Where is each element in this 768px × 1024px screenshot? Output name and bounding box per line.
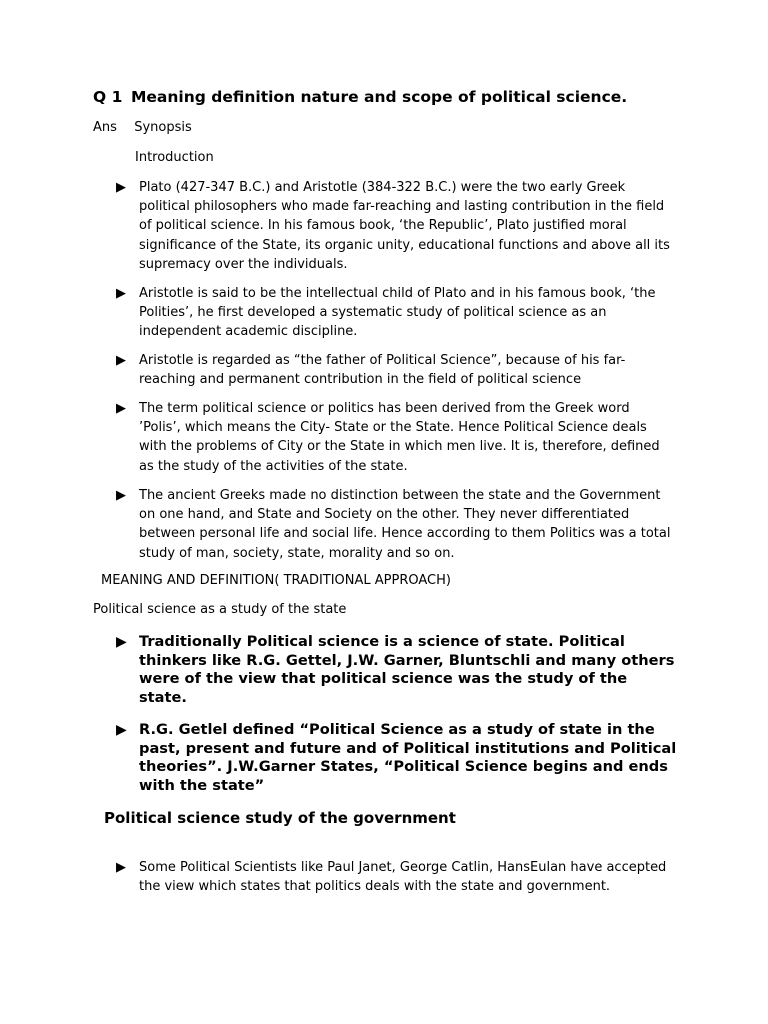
answer-label: Ans — [93, 120, 117, 135]
state-subheading: Political science as a study of the state — [93, 602, 347, 617]
bullet-arrow-icon: ▶ — [116, 634, 127, 650]
question-title: Meaning definition nature and scope of political science. — [131, 88, 628, 106]
bullet-text: Plato (427-347 B.C.) and Aristotle (384-322 B.C.) were the two early Greek political philosophers who made far-reaching and lasting contribution in the field of political science. In his famous book, ‘the Republic’, Plato justified moral significance of the State, its organic unity, educational functions and above all its supremacy over the individuals. — [139, 180, 670, 272]
bullet-arrow-icon: ▶ — [116, 286, 126, 301]
bullet-text: R.G. Getlel defined “Political Science as a study of state in the past, present and future and of Political institutions and Political theories”. J.W.Garner States, “Political Science begins and ends with the state” — [139, 721, 677, 794]
synopsis-label: Synopsis — [134, 120, 192, 135]
question-number: Q 1 — [93, 88, 123, 106]
bullet-text: The ancient Greeks made no distinction between the state and the Government on one hand, and State and Society on the other. They never differentiated between personal life and social life. Hence according to them Politics was a total study of man, society, state, morality and so on. — [139, 488, 671, 561]
bullet-arrow-icon: ▶ — [116, 722, 127, 738]
bullet-arrow-icon: ▶ — [116, 401, 126, 416]
bullet-arrow-icon: ▶ — [116, 860, 126, 875]
answer-line — [93, 120, 192, 135]
government-heading: Political science study of the government — [104, 809, 456, 827]
bullet-text: Aristotle is regarded as “the father of Political Science”, because of his far-reaching and permanent contribution in the field of political science — [139, 353, 626, 388]
question-heading — [93, 88, 627, 106]
bullet-arrow-icon: ▶ — [116, 488, 126, 503]
meaning-heading: MEANING AND DEFINITION( TRADITIONAL APPROACH) — [101, 573, 451, 588]
bullet-arrow-icon: ▶ — [116, 353, 126, 368]
bullet-text: The term political science or politics has been derived from the Greek word ’Polis’, which means the City- State or the State. Hence Political Science deals with the problems of City or the State in which men live. It is, therefore, defined as the study of the activities of the state. — [139, 401, 660, 474]
bullet-text: Aristotle is said to be the intellectual child of Plato and in his famous book, ‘the Polities’, he first developed a systematic study of political science as an independent academic discipline. — [139, 286, 656, 340]
introduction-heading: Introduction — [135, 150, 214, 165]
bullet-arrow-icon: ▶ — [116, 180, 126, 195]
bullet-text: Traditionally Political science is a science of state. Political thinkers like R.G. Gettel, J.W. Garner, Bluntschli and many others were of the view that political science was the study of the state. — [139, 633, 675, 706]
bullet-text: Some Political Scientists like Paul Janet, George Catlin, HansEulan have accepted the view which states that politics deals with the state and government. — [139, 860, 667, 895]
